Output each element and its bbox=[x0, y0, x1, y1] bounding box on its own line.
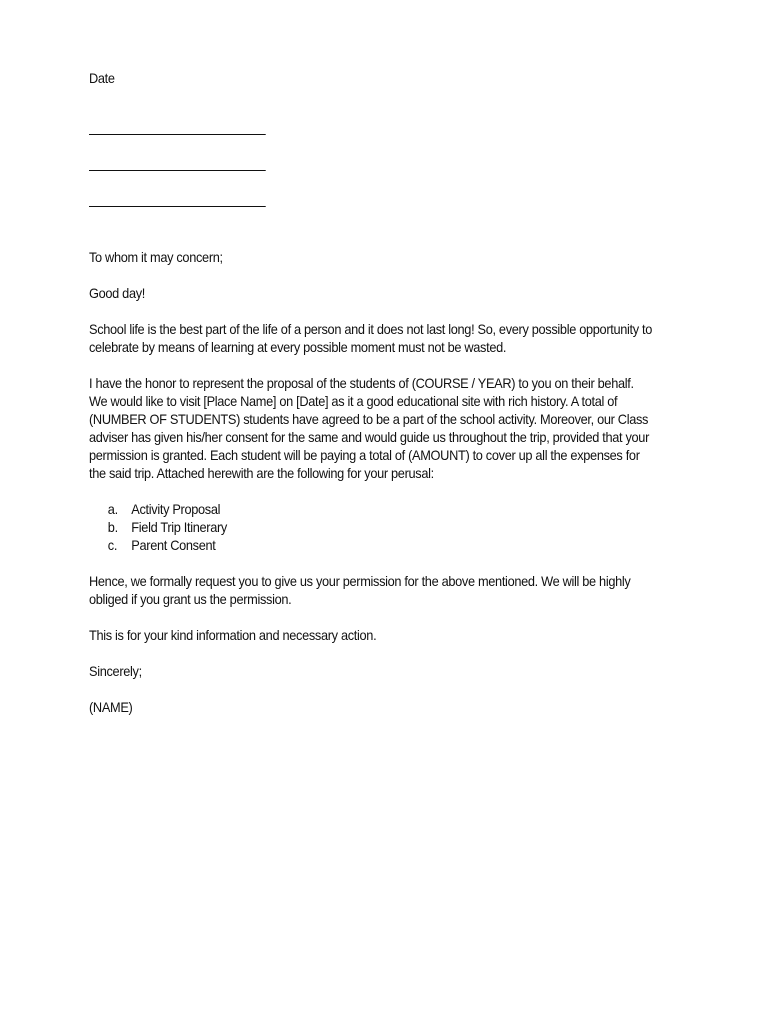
list-item bbox=[89, 519, 653, 537]
recipient-address-blanks bbox=[89, 134, 653, 207]
list-marker: b. bbox=[107, 520, 118, 535]
attachments-list bbox=[89, 501, 653, 555]
paragraph-action: This is for your kind information and necessary action. bbox=[89, 628, 377, 643]
signature-name: (NAME) bbox=[89, 700, 133, 715]
letter-body bbox=[89, 70, 653, 735]
paragraph-proposal: I have the honor to represent the proposal of the students of (COURSE / YEAR) to you on their behalf. We would like to visit [Place Name] on [Date] as it a good educational site with rich history. A total of (NUMBER OF STUDENTS) students have agreed to be a part of the school activity. Moreover, our Class adviser has given his/her consent for the same and would guide us throughout the trip, provided that your permission is granted. Each student will be paying a total of (AMOUNT) to cover up all the expenses for the said trip. Attached herewith are the following for your perusal: bbox=[89, 376, 650, 481]
blank-line-2 bbox=[89, 170, 266, 171]
list-marker: c. bbox=[107, 538, 118, 553]
blank-line-1 bbox=[89, 134, 266, 135]
blank-line-3 bbox=[89, 206, 266, 207]
date-label: Date bbox=[89, 71, 115, 86]
paragraph-request: Hence, we formally request you to give us your permission for the above mentioned. We will be highly obliged if you grant us the permission. bbox=[89, 574, 631, 607]
list-item-text: Activity Proposal bbox=[131, 502, 221, 517]
list-item-text: Parent Consent bbox=[131, 538, 216, 553]
greeting: Good day! bbox=[89, 286, 146, 301]
list-marker: a. bbox=[107, 502, 118, 517]
list-item-text: Field Trip Itinerary bbox=[131, 520, 227, 535]
salutation: To whom it may concern; bbox=[89, 250, 223, 265]
paragraph-intro: School life is the best part of the life of a person and it does not last long! So, every possible opportunity to celebrate by means of learning at every possible moment must not be wasted. bbox=[89, 322, 653, 355]
list-item bbox=[89, 537, 653, 555]
closing: Sincerely; bbox=[89, 664, 142, 679]
list-item bbox=[89, 501, 653, 519]
